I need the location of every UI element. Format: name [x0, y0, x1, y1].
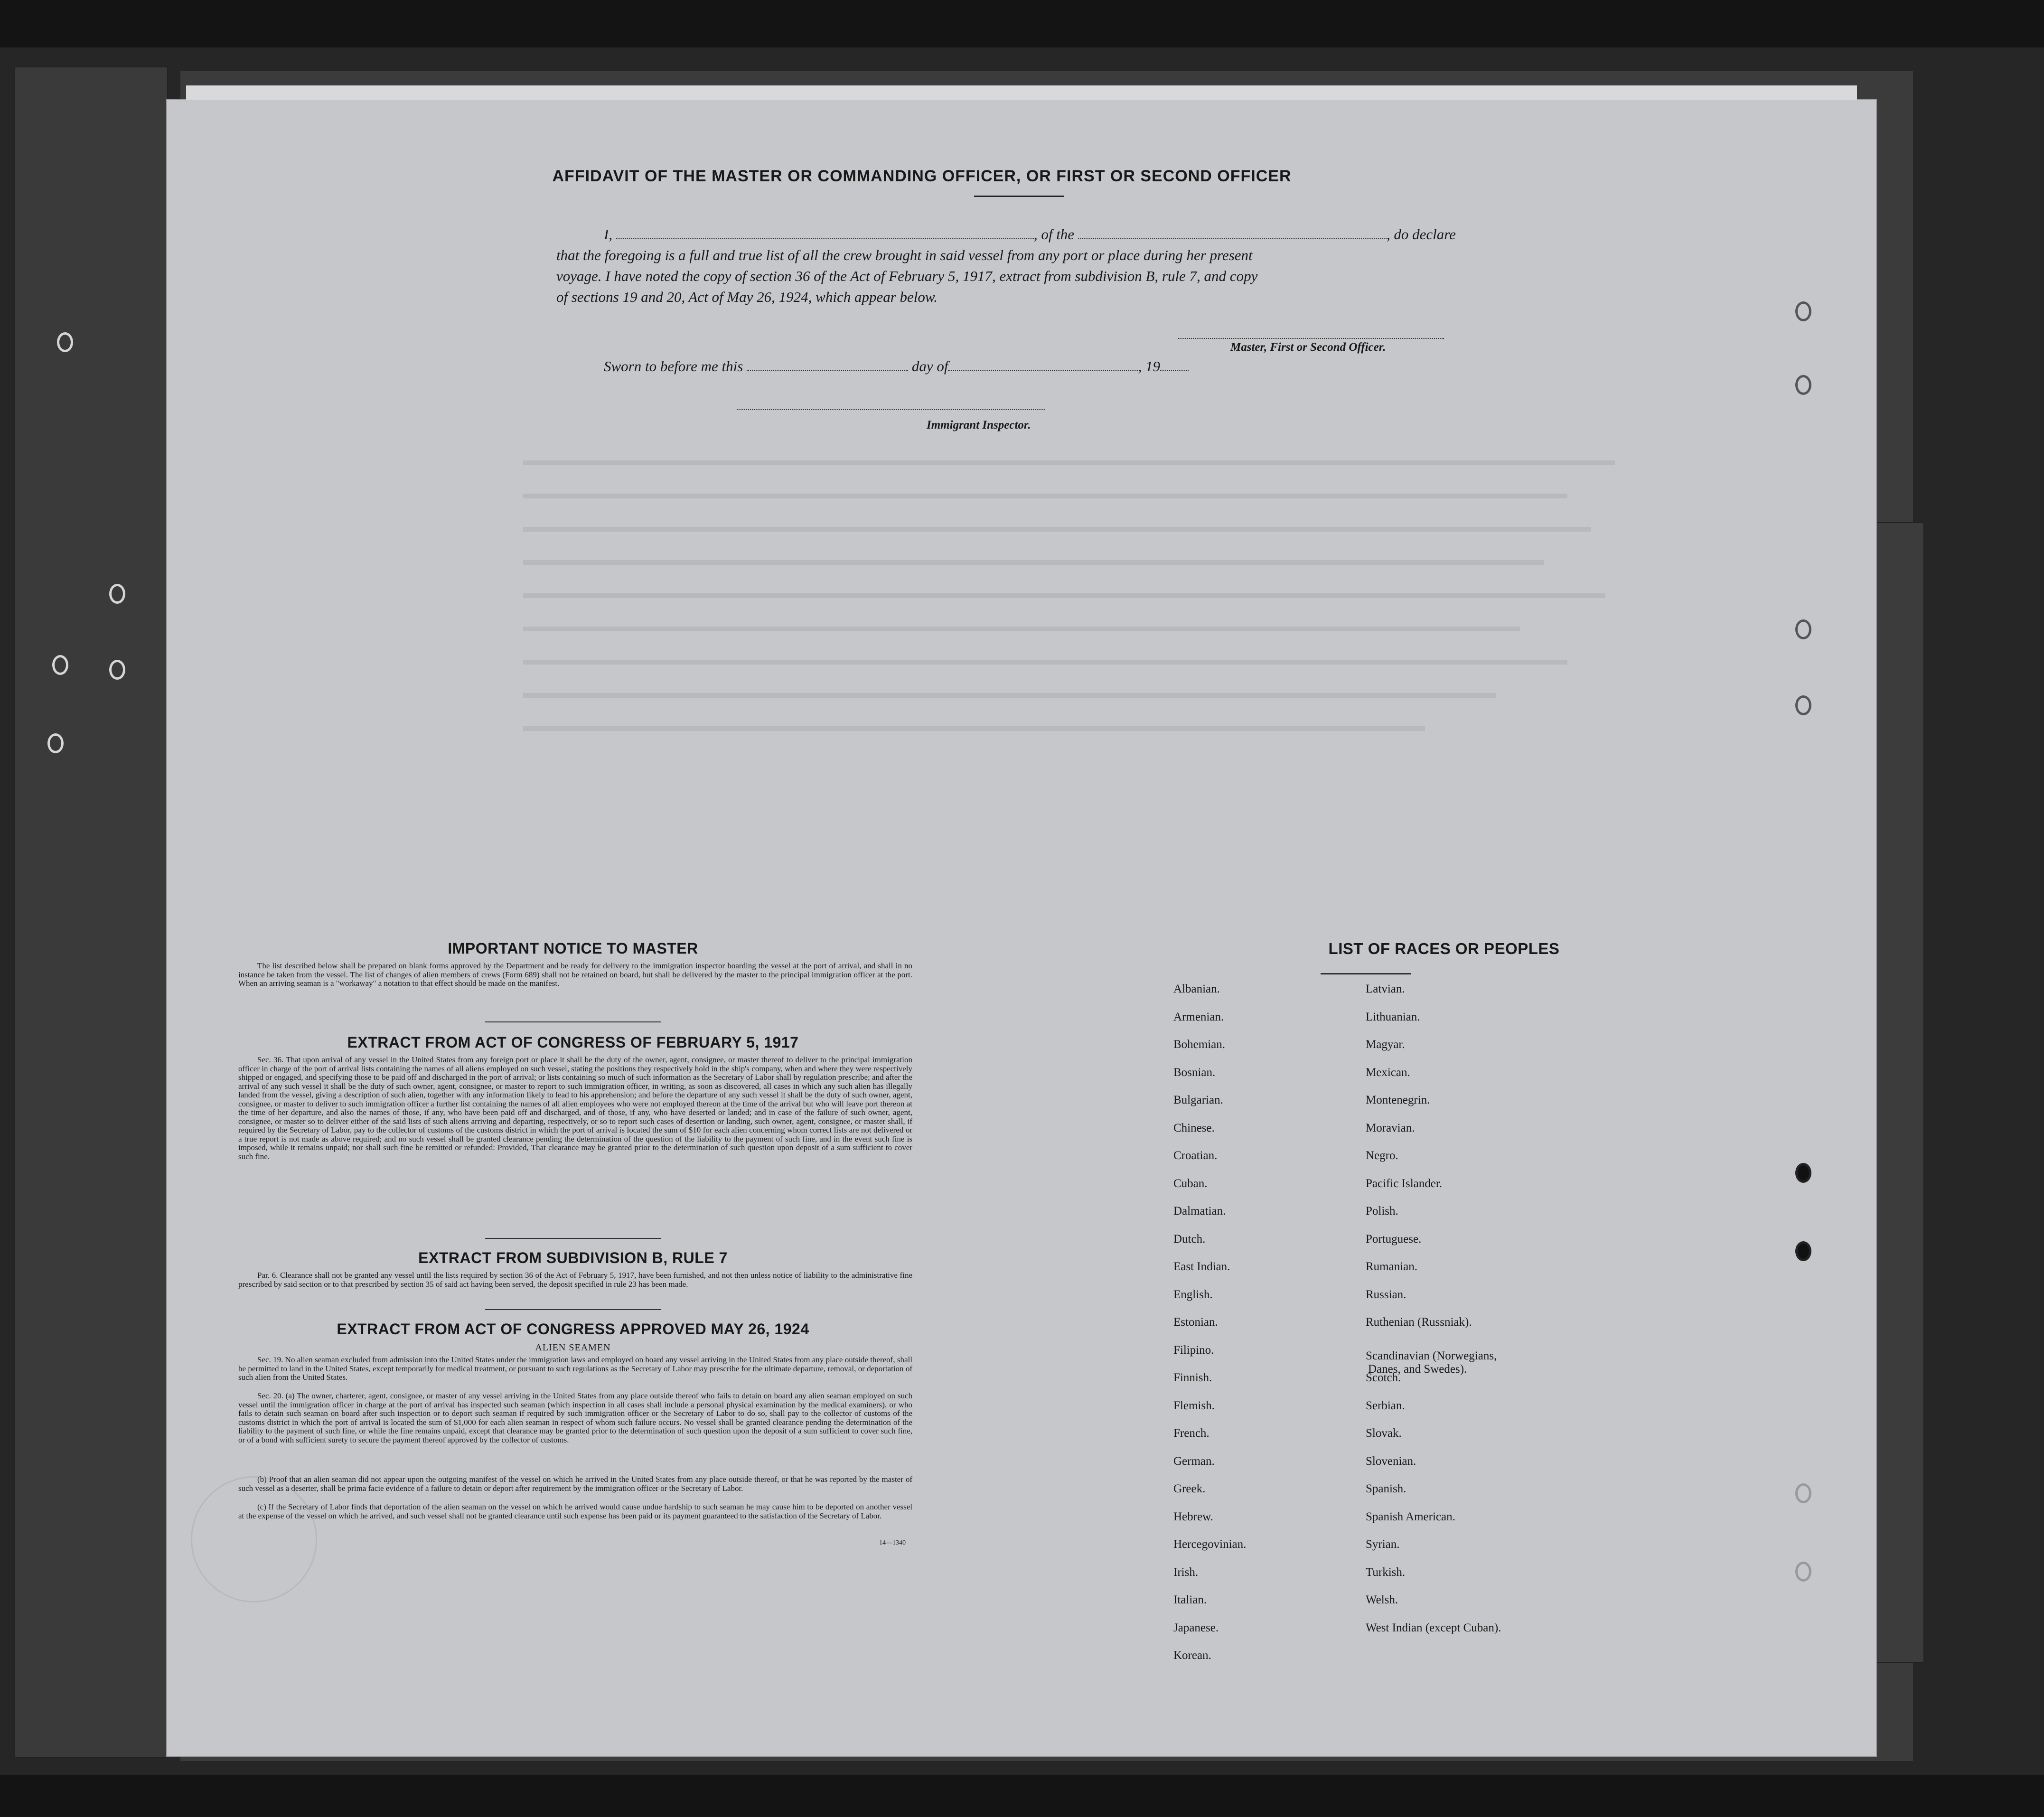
right-dark-edge [1870, 522, 1924, 1663]
faint-seal-stamp [191, 1476, 317, 1602]
punch-hole-icon [1795, 301, 1811, 321]
sworn-line [604, 356, 1458, 377]
rule7-text: Par. 6. Clearance shall not be granted any vessel until the lists required by section 36 of the Act of February 5, 1917, have been furnished, and not then unless notice of liability to the administrative fine prescribed by said section or to that prescribed by section 35 of said act having been served, the deposit specified in rule 23 has been made. [238, 1271, 912, 1289]
master-signature-label: Master, First or Second Officer. [1230, 341, 1386, 354]
race-item: West Indian (except Cuban). [1366, 1621, 1501, 1634]
race-item: Spanish American. [1366, 1510, 1455, 1523]
inspector-signature-line[interactable] [737, 409, 1045, 410]
race-item: Bosnian. [1173, 1066, 1216, 1079]
race-item: Armenian. [1173, 1010, 1224, 1023]
master-name-field[interactable] [616, 227, 1034, 239]
punch-hole-icon [1795, 1241, 1811, 1261]
act-1924-sec20b: (b) Proof that an alien seaman did not appear upon the outgoing manifest of the vessel on which he arrived in the United States from any place outside thereof, or that he was reported by the master of such vessel as a deserter, shall be prima facie evidence of a failure to detain or deport after requirement by the immigration officer or the Secretary of Labor. [238, 1475, 912, 1493]
race-item: Danes, and Swedes). [1368, 1362, 1467, 1376]
race-item: Pacific Islander. [1366, 1177, 1443, 1190]
race-item: Portuguese. [1366, 1232, 1422, 1246]
race-item: Lithuanian. [1366, 1010, 1420, 1023]
bleed-through-text [523, 726, 1425, 731]
affidavit-line-1 [604, 224, 1648, 245]
bleed-through-text [523, 627, 1520, 631]
race-item: Polish. [1366, 1205, 1398, 1218]
race-item: East Indian. [1173, 1260, 1230, 1273]
bleed-through-text [523, 660, 1567, 665]
act-1917-text: Sec. 36. That upon arrival of any vessel in the United States from any foreign port or place it shall be the duty of the owner, agent, consignee, or master thereof to deliver to the principal immigration officer in charge of the port of arrival lists containing the names of all aliens employed on such vessel, stating the positions they respectively hold in the ship's company, when and where they were respectively shipped or engaged, and specifying those to be paid off and discharged in the port of arrival; or lists containing so much of such information as the Secretary of Labor shall by regulation prescribe; and after the arrival of any such vessel it shall be the duty of such owner, agent, consignee, or master to report to such immigration officer, in writing, as soon as discovered, all cases in which any such alien has illegally landed from the vessel, giving a description of such alien, together with any information likely to lead to his apprehension; and before the departure of any such vessel it shall be the duty of such owner, agent, consignee, or master to deliver to such immigration officer a further list containing the names of all alien employees who were not employed thereon at the time of the arrival but who will leave port thereon at the time of her departure, and also the names of those, if any, who have been paid off and discharged, and of those, if any, who have deserted or landed; and in case of the failure of such owner, agent, consignee, or master so to deliver either of the said lists of such aliens arriving and departing, respectively, or so to report such cases of desertion or landing, such owner, agent, consignee, or master shall, if required by the Secretary of Labor, pay to the collector of customs of the customs district in which the port of arrival is located the sum of $10 for each alien concerning whom correct lists are not delivered or a true report is not made as above required; and no such vessel shall be granted clearance pending the determination of the question of the liability to the payment of such fine, and in the event such fine is imposed, while it remains unpaid; nor shall such fine be remitted or refunded: Provided, That clearance may be granted prior to the determination of such question upon deposit of a sum sufficient to cover such fine. [238, 1055, 912, 1161]
race-item: Hebrew. [1173, 1510, 1213, 1523]
race-item: Flemish. [1173, 1399, 1215, 1412]
sworn-label: Sworn to before me this [604, 358, 743, 375]
bleed-through-text [523, 693, 1496, 698]
race-item: Filipino. [1173, 1343, 1214, 1357]
race-item: Albanian. [1173, 983, 1220, 995]
races-title: LIST OF RACES OR PEOPLES [1328, 940, 1560, 957]
race-item: Finnish. [1173, 1371, 1212, 1384]
race-item: Turkish. [1366, 1565, 1406, 1579]
race-item: Mexican. [1366, 1066, 1410, 1079]
master-signature-line[interactable] [1178, 338, 1444, 339]
vessel-name-field[interactable] [1078, 227, 1387, 239]
race-item: Bohemian. [1173, 1038, 1226, 1051]
act-1924-title: EXTRACT FROM ACT OF CONGRESS APPROVED MAY 26, 1924 [337, 1321, 809, 1338]
race-item: Slovenian. [1366, 1454, 1416, 1468]
punch-hole-icon [1795, 1483, 1811, 1503]
race-item: Cuban. [1173, 1177, 1208, 1190]
binder-hole-icon [57, 332, 73, 352]
form-number: 14—1340 [879, 1539, 906, 1546]
race-item: Estonian. [1173, 1316, 1218, 1329]
notice-title: IMPORTANT NOTICE TO MASTER [448, 940, 698, 957]
race-item: Greek. [1173, 1482, 1206, 1495]
race-item: Dalmatian. [1173, 1205, 1226, 1218]
race-item: Croatian. [1173, 1149, 1218, 1162]
race-item: Montenegrin. [1366, 1094, 1430, 1106]
divider [485, 1021, 661, 1022]
race-item: Scotch. [1366, 1371, 1401, 1384]
act-1917-title: EXTRACT FROM ACT OF CONGRESS OF FEBRUARY 5, 1917 [347, 1034, 799, 1051]
affidavit-title: AFFIDAVIT OF THE MASTER OR COMMANDING OFFICER, OR FIRST OR SECOND OFFICER [552, 167, 1292, 185]
races-title-underline [1321, 973, 1411, 974]
race-item: Bulgarian. [1173, 1094, 1223, 1106]
race-item: Syrian. [1366, 1538, 1400, 1551]
punch-hole-icon [1795, 1562, 1811, 1582]
divider [485, 1309, 661, 1310]
race-item: Scandinavian (Norwegians, [1366, 1349, 1497, 1362]
affidavit-line-3: voyage. I have noted the copy of section 36 of the Act of February 5, 1917, extract from subdivision B, rule 7, and copy [556, 268, 1258, 284]
crew-list-form-page [167, 100, 1876, 1756]
binder-hole-icon [52, 655, 68, 675]
affidavit-of-the: , of the [1033, 226, 1075, 243]
race-item: Russian. [1366, 1288, 1406, 1301]
act-1924-sec20a: Sec. 20. (a) The owner, charterer, agent, consignee, or master of any vessel arriving in the United States from any place outside thereof who fails to detain on board any alien seaman employed on such vessel until the immigration officer in charge at the port of arrival has inspected such seaman (which inspection in all cases shall include a personal physical examination by the medical examiners), or who fails to detain such seaman on board after such inspection or to deport such seaman if required by such immigration officer or the Secretary of Labor to do so, shall pay to the collector of customs of the customs district in which the port of arrival is located the sum of $1,000 for each alien seaman in respect of whom such failure occurs. No vessel shall be granted clearance pending the determination of the liability to the payment of such fine, or while the fine remains unpaid, except that clearance may be granted prior to the determination of such question upon the deposit of a sum sufficient to cover such fine, or of a bond with sufficient surety to secure the payment thereof approved by the collector of customs. [238, 1391, 912, 1444]
year-prefix: , 19 [1138, 358, 1160, 375]
act-1924-sec19: Sec. 19. No alien seaman excluded from admission into the United States under the immigration laws and employed on board any vessel arriving in the United States from any place outside thereof, shall be permitted to land in the United States, except temporarily for medical treatment, or pursuant to such regulations as the Secretary of Labor may prescribe for the ultimate departure, removal, or deportation of such alien from the United States. [238, 1355, 912, 1382]
bleed-through-text [523, 560, 1544, 565]
affidavit-declare: , do declare [1386, 226, 1456, 243]
title-underline [974, 196, 1064, 197]
page-top-edge [186, 85, 1857, 100]
inspector-signature-label: Immigrant Inspector. [927, 419, 1031, 431]
binding-strap [14, 66, 168, 1758]
race-item: Magyar. [1366, 1038, 1405, 1051]
race-item: Serbian. [1366, 1399, 1405, 1412]
bleed-through-text [523, 527, 1591, 532]
sworn-day-field[interactable] [747, 359, 908, 371]
bleed-through-text [523, 593, 1605, 598]
notice-text: The list described below shall be prepared on blank forms approved by the Department and be ready for delivery to the immigration inspector boarding the vessel at the port of arrival, and shall in no instance be taken from the vessel. The list of changes of alien members of crews (Form 689) shall not be retained on board, but shall be delivered by the master to the principal immigration officer at the port. When an arriving seaman is a "workaway" a notation to that effect should be made on the manifest. [238, 961, 912, 988]
day-of-label: day of [911, 358, 948, 375]
affidavit-line-4: of sections 19 and 20, Act of May 26, 1924, which appear below. [556, 289, 938, 305]
bleed-through-text [523, 494, 1567, 498]
affidavit-i: I, [604, 226, 613, 243]
binder-hole-icon [47, 733, 64, 753]
race-item: Spanish. [1366, 1482, 1406, 1495]
race-item: Latvian. [1366, 983, 1405, 995]
sworn-month-field[interactable] [948, 359, 1138, 371]
punch-hole-icon [1795, 375, 1811, 395]
punch-hole-icon [1795, 695, 1811, 715]
race-item: Italian. [1173, 1593, 1207, 1606]
punch-hole-icon [1795, 619, 1811, 639]
race-item: Ruthenian (Russniak). [1366, 1316, 1472, 1329]
binder-hole-icon [109, 584, 125, 604]
alien-seamen-subtitle: ALIEN SEAMEN [535, 1342, 611, 1353]
race-item: French. [1173, 1427, 1210, 1440]
divider [485, 1238, 661, 1239]
punch-hole-icon [1795, 1163, 1811, 1183]
affidavit-line-2: that the foregoing is a full and true list of all the crew brought in said vessel from any port or place during her present [556, 247, 1253, 263]
race-item: Korean. [1173, 1649, 1211, 1662]
bleed-through-text [523, 460, 1615, 465]
race-item: Dutch. [1173, 1232, 1206, 1246]
race-item: German. [1173, 1454, 1215, 1468]
race-item: Welsh. [1366, 1593, 1398, 1606]
race-item: Negro. [1366, 1149, 1398, 1162]
act-1924-sec20c: (c) If the Secretary of Labor finds that deportation of the alien seaman on the vessel on which he arrived would cause undue hardship to such seaman he may cause him to be deported on another vessel at the expense of the vessel on which he arrived, and such vessel shall not be granted clearance until such expense has been paid or its payment guaranteed to the satisfaction of the Secretary of Labor. [238, 1502, 912, 1520]
rule7-title: EXTRACT FROM SUBDIVISION B, RULE 7 [418, 1249, 728, 1266]
race-item: Japanese. [1173, 1621, 1219, 1634]
sworn-year-field[interactable] [1160, 359, 1189, 371]
race-item: Moravian. [1366, 1121, 1415, 1134]
race-item: Irish. [1173, 1565, 1199, 1579]
race-item: English. [1173, 1288, 1213, 1301]
race-item: Hercegovinian. [1173, 1538, 1247, 1551]
race-item: Rumanian. [1366, 1260, 1418, 1273]
race-item: Slovak. [1366, 1427, 1402, 1440]
race-item: Chinese. [1173, 1121, 1215, 1134]
binder-hole-icon [109, 660, 125, 680]
